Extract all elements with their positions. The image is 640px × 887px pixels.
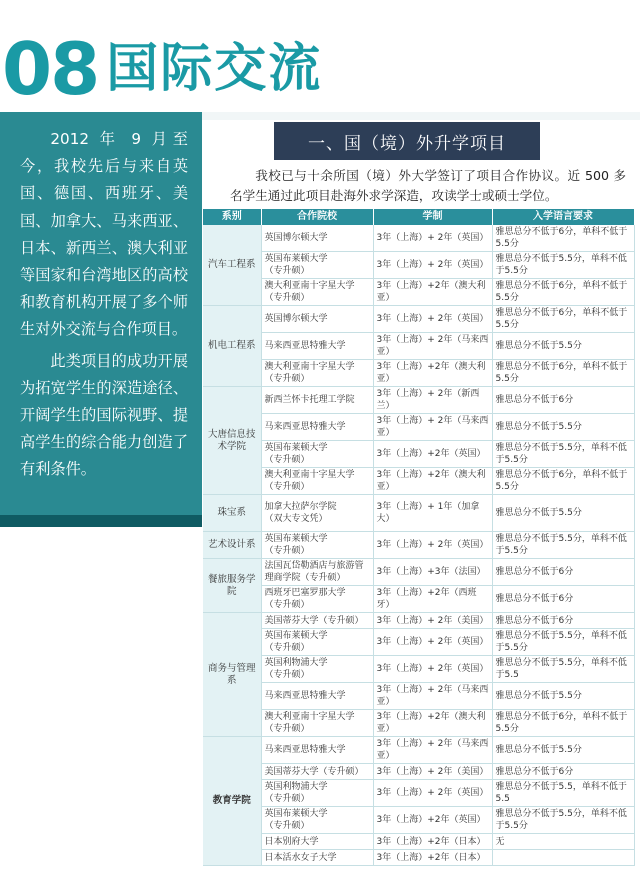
sidebar-paragraph-2: 此类项目的成功开展为拓宽学生的深造途径、开阔学生的国际视野、提高学生的综合能力创造了有利条件。 <box>20 351 188 479</box>
duration-cell: 3年（上海）+ 2年（英国） <box>373 252 492 279</box>
school-cell: 英国布莱顿大学 （专升硕） <box>261 532 373 559</box>
header-duration: 学制 <box>373 209 492 225</box>
table-row <box>203 414 634 441</box>
sidebar-footer-band <box>0 515 202 527</box>
school-cell: 新西兰怀卡托理工学院 <box>261 387 373 414</box>
language-cell: 雅思总分不低于6分 <box>492 559 634 586</box>
duration-cell: 3年（上海）+ 2年（马来西亚） <box>373 683 492 710</box>
school-cell: 美国蒂芬大学（专升硕） <box>261 764 373 780</box>
duration-cell: 3年（上海）+3年（法国） <box>373 559 492 586</box>
dept-cell: 汽车工程系 <box>203 225 261 306</box>
table-row <box>203 306 634 333</box>
school-cell: 英国布莱顿大学 （专升硕） <box>261 629 373 656</box>
language-cell: 雅思总分不低于5.5分 <box>492 683 634 710</box>
table-row <box>203 710 634 737</box>
duration-cell: 3年（上海）+2年（日本） <box>373 834 492 850</box>
language-cell: 雅思总分不低于5.5分 <box>492 333 634 360</box>
dept-cell: 餐旅服务学院 <box>203 559 261 613</box>
language-cell: 雅思总分不低于6分 <box>492 764 634 780</box>
school-cell: 澳大利亚南十字星大学 （专升硕） <box>261 360 373 387</box>
language-cell: 雅思总分不低于6分，单科不低于5.5分 <box>492 225 634 252</box>
header-dept: 系别 <box>203 209 261 225</box>
school-cell: 英国布莱顿大学 （专升硕） <box>261 252 373 279</box>
table-row <box>203 834 634 850</box>
table-row <box>203 683 634 710</box>
language-cell: 雅思总分不低于6分 <box>492 387 634 414</box>
language-cell: 无 <box>492 834 634 850</box>
language-cell: 雅思总分不低于5.5分 <box>492 414 634 441</box>
language-cell: 雅思总分不低于6分，单科不低于5.5分 <box>492 279 634 306</box>
table-row <box>203 764 634 780</box>
school-cell: 马来西亚思特雅大学 <box>261 333 373 360</box>
duration-cell: 3年（上海）+2年（英国） <box>373 441 492 468</box>
duration-cell: 3年（上海）+ 2年（英国） <box>373 629 492 656</box>
section-intro: 我校已与十余所国（境）外大学签订了项目合作协议。近 500 多名学生通过此项目赴海外求学深造，攻读学士或硕士学位。 <box>230 168 626 203</box>
school-cell: 澳大利亚南十字星大学 （专升硕） <box>261 710 373 737</box>
language-cell: 雅思总分不低于6分，单科不低于5.5分 <box>492 360 634 387</box>
table-row <box>203 737 634 764</box>
duration-cell: 3年（上海）+2年（澳大利亚） <box>373 360 492 387</box>
dept-cell: 珠宝系 <box>203 495 261 532</box>
school-cell: 英国布莱顿大学 （专升硕） <box>261 441 373 468</box>
language-cell: 雅思总分不低于6分，单科不低于5.5分 <box>492 710 634 737</box>
school-cell: 英国博尔顿大学 <box>261 225 373 252</box>
duration-cell: 3年（上海）+ 2年（英国） <box>373 306 492 333</box>
duration-cell: 3年（上海）+ 2年（英国） <box>373 532 492 559</box>
language-cell: 雅思总分不低于5.5分，单科不低于5.5 <box>492 656 634 683</box>
header-language: 入学语言要求 <box>492 209 634 225</box>
duration-cell: 3年（上海）+ 2年（马来西亚） <box>373 333 492 360</box>
language-cell: 雅思总分不低于5.5分，单科不低于5.5分 <box>492 532 634 559</box>
dept-cell: 艺术设计系 <box>203 532 261 559</box>
language-cell: 雅思总分不低于6分，单科不低于5.5分 <box>492 468 634 495</box>
duration-cell: 3年（上海）+ 2年（英国） <box>373 656 492 683</box>
section-title: 一、国（境）外升学项目 <box>274 122 540 160</box>
table-row <box>203 252 634 279</box>
school-cell: 日本别府大学 <box>261 834 373 850</box>
table-row <box>203 225 634 252</box>
header-school: 合作院校 <box>261 209 373 225</box>
school-cell: 马来西亚思特雅大学 <box>261 683 373 710</box>
table-row <box>203 279 634 306</box>
table-row <box>203 387 634 414</box>
table-row <box>203 559 634 586</box>
duration-cell: 3年（上海）+2年（澳大利亚） <box>373 468 492 495</box>
dept-cell: 商务与管理系 <box>203 613 261 737</box>
dept-cell: 大唐信息技术学院 <box>203 387 261 495</box>
sidebar-paragraph-1: 2012 年 9 月至今，我校先后与来自英国、德国、西班牙、美国、加拿大、马来西亚、日本、新西兰、澳大利亚等国家和台湾地区的高校和教育机构开展了多个师生对外交流与合作项目。 <box>20 130 188 339</box>
duration-cell: 3年（上海）+ 2年（英国） <box>373 225 492 252</box>
duration-cell: 3年（上海）+ 2年（美国） <box>373 613 492 629</box>
duration-cell: 3年（上海）+ 2年（马来西亚） <box>373 737 492 764</box>
table-row <box>203 441 634 468</box>
language-cell: 雅思总分不低于6分 <box>492 586 634 613</box>
top-divider <box>202 112 640 120</box>
table-row <box>203 333 634 360</box>
table-row <box>203 629 634 656</box>
language-cell: 雅思总分不低于5.5分，单科不低于5.5分 <box>492 807 634 834</box>
school-cell: 西班牙巴塞罗那大学 （专升硕） <box>261 586 373 613</box>
language-cell: 雅思总分不低于6分，单科不低于5.5分 <box>492 306 634 333</box>
duration-cell: 3年（上海）+ 2年（马来西亚） <box>373 414 492 441</box>
table-row <box>203 360 634 387</box>
language-cell: 雅思总分不低于5.5，单科不低于5.5 <box>492 780 634 807</box>
table-header-row <box>203 209 634 225</box>
chapter-number: 08 <box>2 27 99 111</box>
school-cell: 法国瓦岱勒酒店与旅游管理商学院（专升硕） <box>261 559 373 586</box>
table-row <box>203 586 634 613</box>
duration-cell: 3年（上海）+2年（日本） <box>373 850 492 866</box>
page-header <box>0 28 322 110</box>
school-cell: 澳大利亚南十字星大学 （专升硕） <box>261 279 373 306</box>
language-cell <box>492 850 634 866</box>
school-cell: 英国布莱顿大学 （专升硕） <box>261 807 373 834</box>
duration-cell: 3年（上海）+2年（澳大利亚） <box>373 710 492 737</box>
table-row <box>203 495 634 532</box>
language-cell: 雅思总分不低于5.5分，单科不低于5.5分 <box>492 629 634 656</box>
duration-cell: 3年（上海）+2年（澳大利亚） <box>373 279 492 306</box>
school-cell: 英国利物浦大学 （专升硕） <box>261 780 373 807</box>
duration-cell: 3年（上海）+ 2年（美国） <box>373 764 492 780</box>
school-cell: 加拿大拉萨尔学院 （双大专文凭） <box>261 495 373 532</box>
school-cell: 英国利物浦大学 （专升硕） <box>261 656 373 683</box>
table-row <box>203 468 634 495</box>
duration-cell: 3年（上海）+ 2年（英国） <box>373 780 492 807</box>
table-body <box>203 225 634 866</box>
dept-cell: 机电工程系 <box>203 306 261 387</box>
table-row <box>203 613 634 629</box>
language-cell: 雅思总分不低于5.5分，单科不低于5.5分 <box>492 252 634 279</box>
school-cell: 马来西亚思特雅大学 <box>261 414 373 441</box>
intro-sidebar <box>0 112 202 515</box>
school-cell: 马来西亚思特雅大学 <box>261 737 373 764</box>
table-row <box>203 656 634 683</box>
dept-cell: 教育学院 <box>203 737 261 866</box>
duration-cell: 3年（上海）+2年（西班牙） <box>373 586 492 613</box>
table-row <box>203 780 634 807</box>
school-cell: 日本活水女子大学 <box>261 850 373 866</box>
school-cell: 美国蒂芬大学（专升硕） <box>261 613 373 629</box>
language-cell: 雅思总分不低于5.5分 <box>492 737 634 764</box>
school-cell: 英国博尔顿大学 <box>261 306 373 333</box>
table-row <box>203 850 634 866</box>
duration-cell: 3年（上海）+ 2年（新西兰） <box>373 387 492 414</box>
language-cell: 雅思总分不低于5.5分 <box>492 495 634 532</box>
programs-table <box>203 209 635 866</box>
language-cell: 雅思总分不低于5.5分，单科不低于5.5分 <box>492 441 634 468</box>
duration-cell: 3年（上海）+2年（英国） <box>373 807 492 834</box>
chapter-title: 国际交流 <box>106 39 323 99</box>
table-row <box>203 807 634 834</box>
school-cell: 澳大利亚南十字星大学 （专升硕） <box>261 468 373 495</box>
table-row <box>203 532 634 559</box>
language-cell: 雅思总分不低于6分 <box>492 613 634 629</box>
duration-cell: 3年（上海）+ 1年（加拿大） <box>373 495 492 532</box>
